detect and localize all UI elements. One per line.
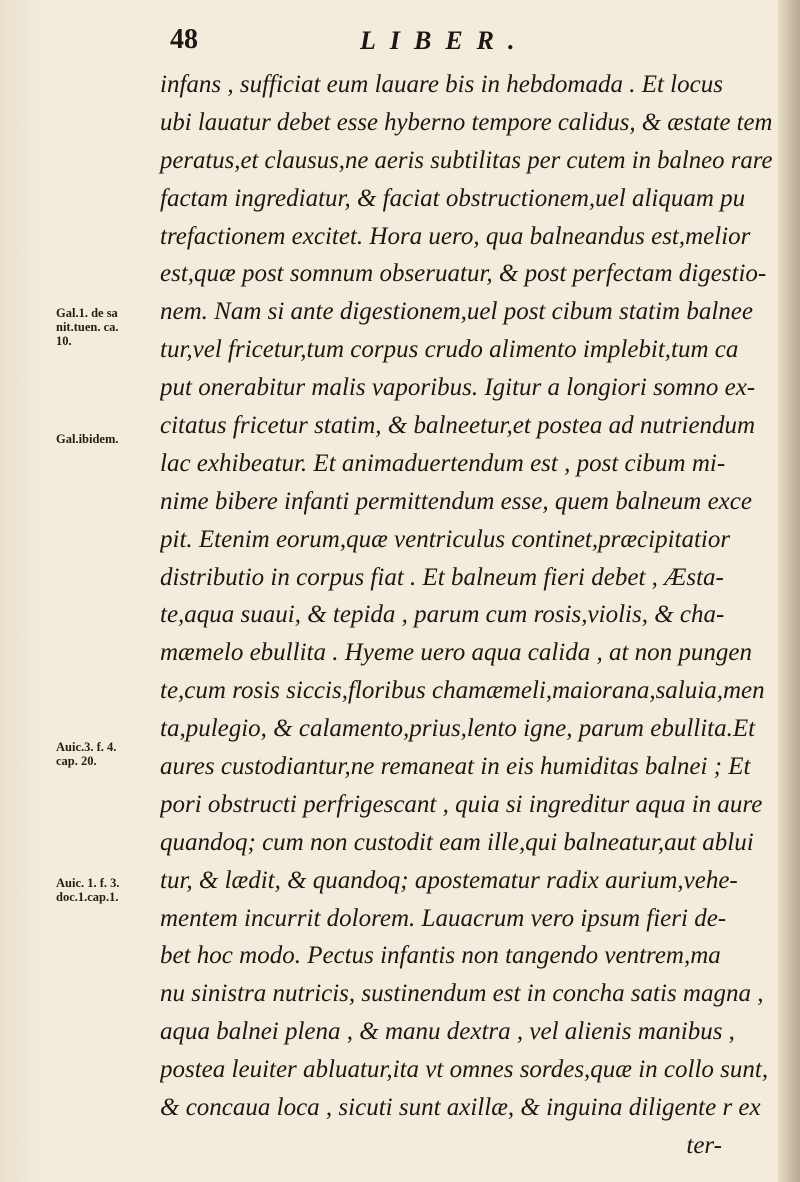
text-line: te,aqua suaui, & tepida , parum cum rosis,violis, & cha- (160, 601, 725, 629)
margin-note-line: nit.tuen. ca. (56, 320, 119, 334)
text-line: tur,vel fricetur,tum corpus crudo alimento implebit,tum ca (160, 336, 739, 364)
text-line: nu sinistra nutricis, sustinendum est in concha satis magna , (160, 980, 764, 1008)
margin-note-line: Gal.1. de sa (56, 306, 118, 320)
text-line: peratus,et clausus,ne aeris subtilitas per cutem in balneo rare (160, 146, 773, 174)
text-line: nime bibere infanti permittendum esse, quem balneum exce (160, 487, 752, 515)
text-line: ta,pulegio, & calamento,prius,lento igne, parum ebullita.Et (160, 715, 756, 743)
margin-note-line: cap. 20. (56, 754, 97, 768)
page-gutter-shade (0, 0, 40, 1182)
margin-note (56, 740, 156, 768)
text-line: factam ingrediatur, & faciat obstructionem,uel aliquam pu (160, 184, 746, 212)
text-line: trefactionem excitet. Hora uero, qua balneandus est,melior (160, 222, 751, 250)
margin-note (56, 306, 156, 348)
text-line: ubi lauatur debet esse hyberno tempore calidus, & æstate tem (160, 108, 773, 136)
margin-note-line: 10. (56, 334, 72, 348)
text-line: distributio in corpus fiat . Et balneum fieri debet , Æsta- (160, 563, 724, 591)
margin-note-line: Auic. 1. f. 3. (56, 876, 120, 890)
text-line: te,cum rosis siccis,floribus chamæmeli,maiorana,saluia,men (160, 677, 765, 705)
margin-note (56, 876, 156, 904)
text-line: lac exhibeatur. Et animaduertendum est , post cibum mi- (160, 449, 726, 477)
catchword: ter- (686, 1131, 722, 1159)
margin-note-line: doc.1.cap.1. (56, 890, 119, 904)
margin-note-line: Gal.ibidem. (56, 432, 119, 446)
text-line: tur, & lædit, & quandoq; apostematur radix aurium,vehe- (160, 866, 738, 894)
margin-note (56, 432, 156, 446)
margin-note-line: Auic.3. f. 4. (56, 740, 117, 754)
text-line: & concaua loca , sicuti sunt axillæ, & inguina diligente r ex (160, 1094, 761, 1122)
text-line: postea leuiter abluatur,ita vt omnes sordes,quæ in collo sunt, (160, 1056, 769, 1084)
running-head: LIBER. (360, 26, 529, 55)
page-edge (778, 0, 800, 1182)
text-line: mæmelo ebullita . Hyeme uero aqua calida , at non pungen (160, 639, 753, 667)
text-line: aures custodiantur,ne remaneat in eis humiditas balnei ; Et (160, 753, 751, 781)
text-line: bet hoc modo. Pectus infantis non tangendo ventrem,ma (160, 942, 721, 970)
text-line: quandoq; cum non custodit eam ille,qui balneatur,aut ablui (160, 828, 754, 856)
text-line: pori obstructi perfrigescant , quia si ingreditur aqua in aure (160, 790, 763, 818)
text-line: infans , sufficiat eum lauare bis in hebdomada . Et locus (160, 71, 723, 98)
text-line: mentem incurrit dolorem. Lauacrum vero ipsum fieri de- (160, 904, 727, 932)
text-line: nem. Nam si ante digestionem,uel post cibum statim balnee (160, 298, 753, 326)
text-line: aqua balnei plena , & manu dextra , vel alienis manibus , (160, 1018, 735, 1046)
text-line: citatus fricetur statim, & balneetur,et postea ad nutriendum (160, 412, 756, 440)
page-header (170, 24, 770, 64)
page-number: 48 (170, 24, 198, 55)
text-line: est,quæ post somnum obseruatur, & post perfectam digestio- (160, 260, 767, 288)
text-line: pit. Etenim eorum,quæ ventriculus continet,præcipitatior (160, 525, 731, 553)
body-text (160, 66, 772, 1165)
text-line: put onerabitur malis vaporibus. Igitur a longiori somno ex- (160, 374, 756, 402)
